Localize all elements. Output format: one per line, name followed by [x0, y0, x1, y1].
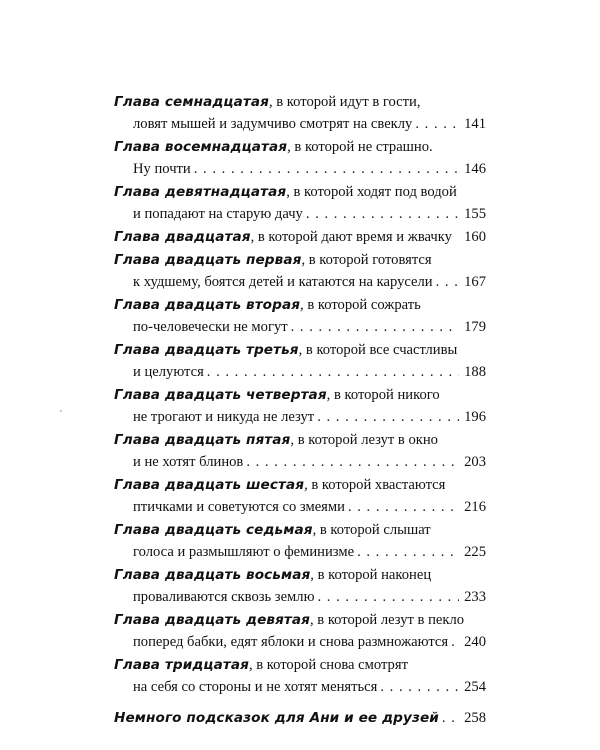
dot-leader: [436, 271, 459, 293]
toc-entry-line: [114, 203, 486, 225]
print-speck: [60, 410, 62, 412]
page-number: 146: [464, 161, 486, 177]
dot-leader: [246, 451, 459, 473]
toc-entry: [114, 609, 486, 653]
toc-entry-appendix: [114, 707, 486, 729]
toc-entry-line: [114, 339, 486, 361]
toc-entry-line: [114, 361, 486, 383]
toc-entry-line: [114, 226, 486, 248]
toc-entry: [114, 654, 486, 698]
appendix-title: Немного подсказок для Ани и ее друзей: [114, 710, 439, 726]
dot-leader: [207, 361, 459, 383]
toc-entry-line: [114, 294, 486, 316]
toc-entry: [114, 339, 486, 383]
chapter-description-cont: поперед бабки, едят яблоки и снова размножаются: [133, 634, 449, 650]
chapter-title: Глава двадцать третья: [114, 342, 299, 358]
toc-entry-line: [114, 564, 486, 586]
chapter-description-cont: по-человечески не могут: [133, 319, 288, 335]
chapter-title: Глава двадцать пятая: [114, 432, 291, 448]
page-number: 254: [464, 679, 486, 695]
toc-entry-line: [114, 249, 486, 271]
page-number: 216: [464, 499, 486, 515]
chapter-description: , в которой никого: [326, 387, 440, 403]
dot-leader: [291, 316, 459, 338]
toc-entry: [114, 91, 486, 135]
toc-entry-line: [114, 384, 486, 406]
chapter-description: , в которой дают время и жвачку: [250, 229, 452, 245]
chapter-title: Глава семнадцатая: [114, 94, 269, 110]
toc-entry-line: [114, 631, 486, 653]
toc-entry-line: [114, 113, 486, 135]
toc-entry-line: [114, 429, 486, 451]
page-number: 258: [464, 710, 486, 726]
chapter-title: Глава тридцатая: [114, 657, 249, 673]
chapter-description: , в которой идут в гости,: [268, 94, 421, 110]
dot-leader: [194, 158, 459, 180]
toc-entry-line: [114, 158, 486, 180]
dot-leader: [306, 203, 459, 225]
toc-entry-line: [114, 474, 486, 496]
toc-entry-line: [114, 609, 486, 631]
toc-entry-line: [114, 654, 486, 676]
chapter-description: , в которой все счастливы: [298, 342, 458, 358]
toc-entry: [114, 519, 486, 563]
toc-entry: [114, 474, 486, 518]
chapter-description-cont: не трогают и никуда не лезут: [133, 409, 315, 425]
toc-entry: [114, 181, 486, 225]
dot-leader: [317, 586, 459, 608]
chapter-title: Глава двадцатая: [114, 229, 251, 245]
toc-entry-line: [114, 316, 486, 338]
chapter-description: , в которой хвастаются: [304, 477, 446, 493]
toc-entry-line: [114, 136, 486, 158]
toc-entry: [114, 564, 486, 608]
chapter-description-cont: проваливаются сквозь землю: [133, 589, 315, 605]
chapter-description: , в которой лезут в пекло: [310, 612, 465, 628]
page-number: 167: [464, 274, 486, 290]
dot-leader: [451, 631, 459, 653]
toc-entry-line: [114, 541, 486, 563]
chapter-title: Глава двадцать шестая: [114, 477, 305, 493]
dot-leader: [415, 113, 459, 135]
toc-entry: [114, 136, 486, 180]
dot-leader: [317, 406, 459, 428]
toc-entry-line: [114, 451, 486, 473]
chapter-description-cont: Ну почти: [133, 161, 191, 177]
chapter-description: , в которой наконец: [310, 567, 432, 583]
chapter-description-cont: и не хотят блинов: [133, 454, 244, 470]
chapter-description: , в которой готовятся: [301, 252, 432, 268]
chapter-description: , в которой сожрать: [300, 297, 421, 313]
chapter-description-cont: к худшему, боятся детей и катаются на карусели: [133, 274, 433, 290]
toc-entry: [114, 429, 486, 473]
page-number: 225: [464, 544, 486, 560]
table-of-contents: [114, 91, 486, 730]
chapter-title: Глава двадцать первая: [114, 252, 302, 268]
page-number: 188: [464, 364, 486, 380]
chapter-description-cont: и попадают на старую дачу: [133, 206, 303, 222]
toc-entry: [114, 384, 486, 428]
chapter-description-cont: ловят мышей и задумчиво смотрят на свеклу: [133, 116, 413, 132]
dot-leader: [442, 707, 459, 729]
page-number: 160: [464, 229, 486, 245]
toc-entry-line: [114, 586, 486, 608]
chapter-title: Глава двадцать вторая: [114, 297, 301, 313]
toc-entry: [114, 249, 486, 293]
chapter-title: Глава двадцать восьмая: [114, 567, 311, 583]
toc-entry-line: [114, 181, 486, 203]
toc-entry-line: [114, 271, 486, 293]
toc-entry: [114, 226, 486, 248]
page-number: 155: [464, 206, 486, 222]
chapter-description: , в которой не страшно.: [287, 139, 433, 155]
page-number: 203: [464, 454, 486, 470]
chapter-description: , в которой слышат: [312, 522, 431, 538]
page-number: 240: [464, 634, 486, 650]
chapter-description: , в которой снова смотрят: [248, 657, 408, 673]
page-number: 179: [464, 319, 486, 335]
chapter-description-cont: на себя со стороны и не хотят меняться: [133, 679, 378, 695]
dot-leader: [348, 496, 459, 518]
chapter-description-cont: и целуются: [133, 364, 204, 380]
chapter-description: , в которой ходят под водой: [286, 184, 457, 200]
toc-entry-line: [114, 406, 486, 428]
chapter-title: Глава девятнадцатая: [114, 184, 287, 200]
page-number: 233: [464, 589, 486, 605]
dot-leader: [357, 541, 459, 563]
page-number: 196: [464, 409, 486, 425]
dot-leader: [380, 676, 459, 698]
page-number: 141: [464, 116, 486, 132]
toc-entry: [114, 294, 486, 338]
toc-entry-line: [114, 496, 486, 518]
toc-entry-line: [114, 676, 486, 698]
toc-entry-line: [114, 707, 486, 729]
chapter-title: Глава двадцать девятая: [114, 612, 310, 628]
chapter-title: Глава восемнадцатая: [114, 139, 288, 155]
toc-entry-line: [114, 519, 486, 541]
chapter-description-cont: голоса и размышляют о феминизме: [133, 544, 355, 560]
chapter-title: Глава двадцать четвертая: [114, 387, 327, 403]
chapter-description-cont: птичками и советуются со змеями: [133, 499, 345, 515]
chapter-description: , в которой лезут в окно: [290, 432, 438, 448]
toc-entry-line: [114, 91, 486, 113]
chapter-title: Глава двадцать седьмая: [114, 522, 313, 538]
